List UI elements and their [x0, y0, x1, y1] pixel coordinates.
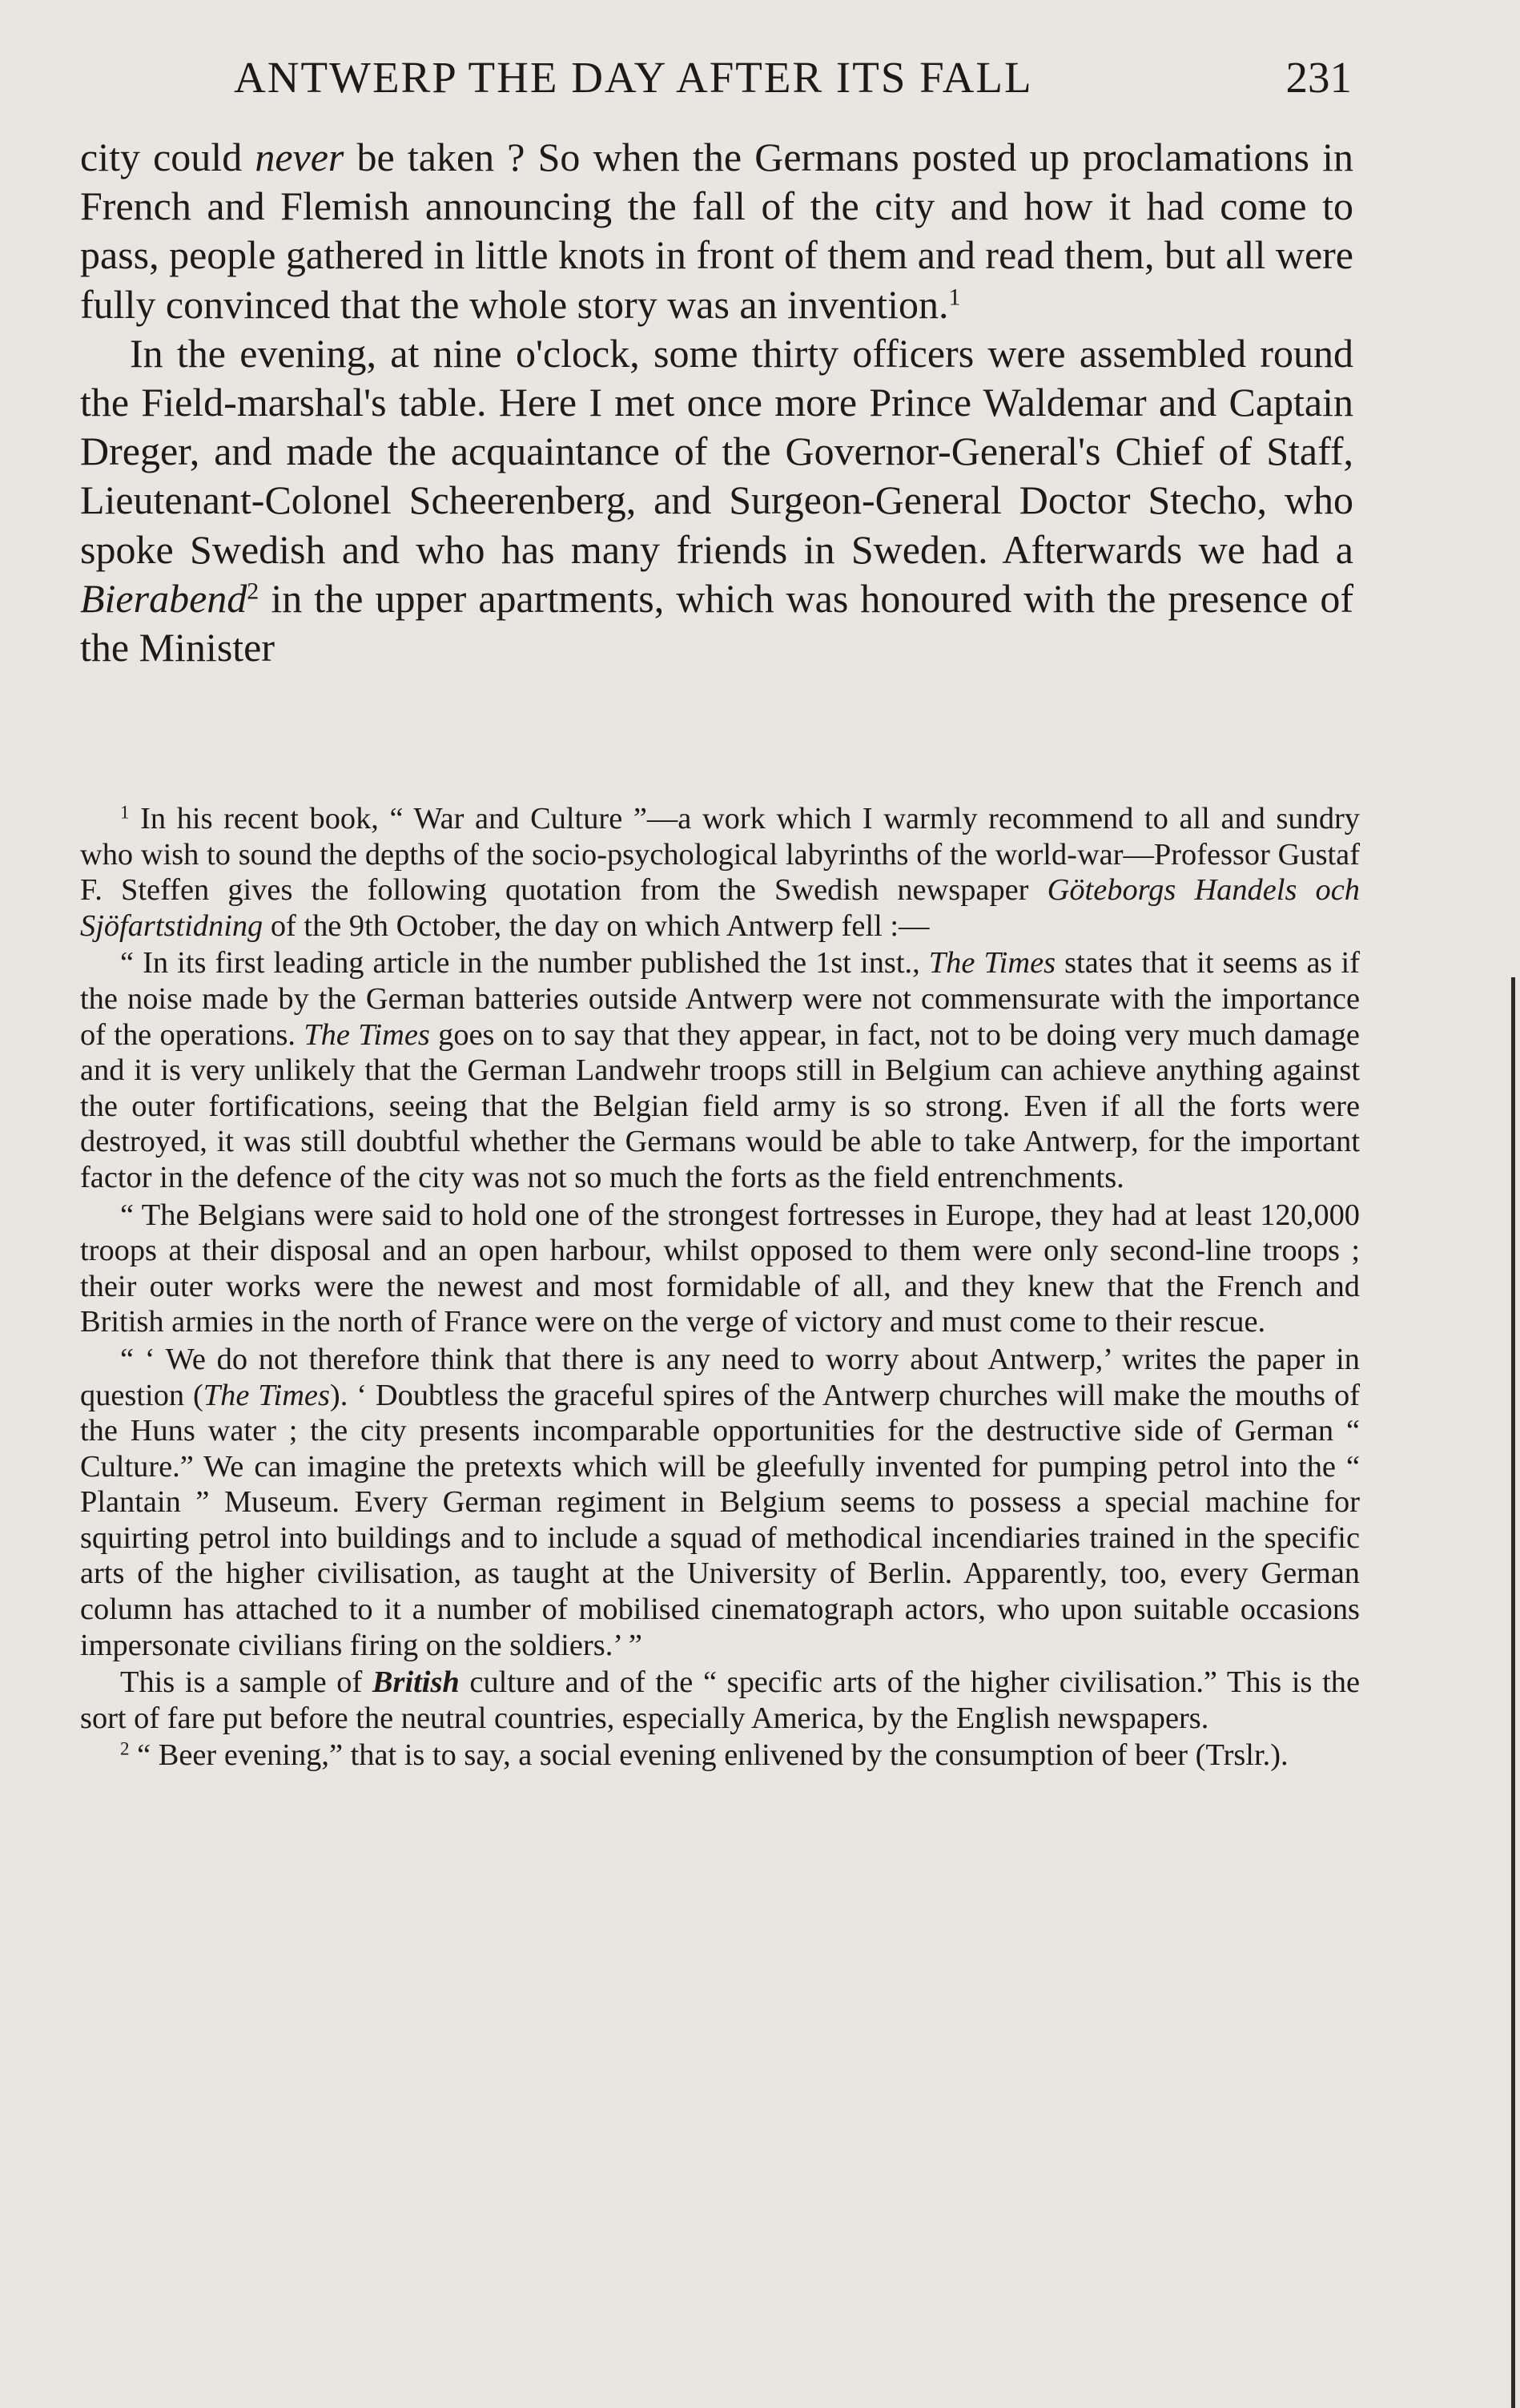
text-run: in the upper apartments, which was honoured with the presence of the Minister: [80, 575, 1353, 670]
text-run: In his recent book, “ War and Culture ”—a work which I warmly recommend to all and sundry who wish to sound the depths of the socio-psychological labyrinths of the world-war—Professor Gustaf F. Steffen gives the following quotation from the Swedish newspaper: [80, 802, 1360, 908]
footnote-ref-2[interactable]: 2: [247, 578, 259, 605]
footnotes: [80, 801, 1360, 1774]
footnote-1-quote-2: “ The Belgians were said to hold one of the strongest fortresses in Europe, they had at least 120,000 troops at their disposal and an open harbour, whilst opposed to them were only second-line troops ; their outer works were the newest and most formidable of all, and they knew that the French and British armies in the north of France were on the verge of victory and must come to their rescue.: [80, 1198, 1360, 1339]
text-run: of the 9th October, the day on which Antwerp fell :—: [263, 908, 930, 943]
footnote-ref-1[interactable]: 1: [948, 284, 961, 311]
text-run: This is a sample of: [120, 1665, 372, 1700]
emphasis: never: [255, 135, 344, 179]
text-run: states that it seems as if the noise made by the German batteries outside Antwerp were not commensurate with the importance of the operations.: [80, 946, 1360, 1052]
footnote-1: [80, 801, 1360, 944]
page-number: 231: [1285, 53, 1352, 102]
footnote-1-quote-3: [80, 1342, 1360, 1663]
text-run: In the evening, at nine o'clock, some thirty officers were assembled round the Field-marshal's table. Here I met once more Prince Waldemar and Captain Dreger, and made the acquaintance of the Governor-General's Chief of Staff, Lieutenant-Colonel Scheerenberg, and Surgeon-General Doctor Stecho, who spoke Swedish and who has many friends in Sweden. Afterwards we had a: [80, 330, 1353, 572]
emphasis: British: [372, 1665, 460, 1700]
footnote-mark-1: 1: [120, 801, 130, 823]
text-run: “ ‘ We do not therefore think that there is any need to worry about Antwerp,’ writes the paper in question (: [80, 1342, 1360, 1412]
text-run: culture and of the “ specific arts of the higher civilisation.” This is the sort of fare put before the neutral countries, especially America, by the English newspapers.: [80, 1665, 1360, 1735]
footnote-mark-2: 2: [120, 1738, 130, 1759]
text-run: city could: [80, 135, 255, 179]
text-run: “ Beer evening,” that is to say, a social evening enlivened by the consumption of beer (Trslr.).: [129, 1738, 1289, 1773]
emphasis: The Times: [304, 1017, 430, 1052]
text-run: goes on to say that they appear, in fact, not to be doing very much damage and it is very unlikely that the German Landwehr troops still in Belgium can achieve anything against the outer fortifications, seeing that the Belgian field army is so strong. Even if all the forts were destroyed, it was still doubtful whether the Germans would be able to take Antwerp, for the important factor in the defence of the city was not so much the forts as the field entrenchments.: [80, 1017, 1360, 1194]
emphasis: Göteborgs Handels och Sjöfartstidning: [80, 873, 1360, 943]
footnote-2: [80, 1738, 1360, 1774]
page-edge: [1511, 977, 1515, 2408]
running-head: [80, 50, 1352, 106]
emphasis: The Times: [203, 1378, 330, 1412]
footnote-1-quote-1: [80, 945, 1360, 1195]
text-run: be taken ? So when the Germans posted up proclamations in French and Flemish announcing the fall of the city and how it had come to pass, people gathered in little knots in front of them and read them, but all were fully convinced that the whole story was an invention.: [80, 135, 1353, 327]
emphasis: Bierabend: [80, 575, 247, 621]
running-title: ANTWERP THE DAY AFTER ITS FALL: [234, 53, 1033, 102]
paragraph-2: [80, 329, 1353, 672]
text-run: “ In its first leading article in the number published the 1st inst.,: [120, 946, 929, 981]
body-text: [80, 133, 1353, 672]
paragraph-1: [80, 133, 1353, 329]
footnote-1-comment: [80, 1665, 1360, 1736]
text-run: ). ‘ Doubtless the graceful spires of the Antwerp churches will make the mouths of the Huns water ; the city presents incomparable opportunities for the destructive side of German “ Culture.” We can imagine the pretexts which will be gleefully invented for pumping petrol into the “ Plantain ” Museum. Every German regiment in Belgium seems to possess a special machine for squirting petrol into buildings and to include a squad of methodical incendiaries trained in the specific arts of the higher civilisation, as taught at the University of Berlin. Apparently, too, every German column has attached to it a number of mobilised cinematograph actors, who upon suitable occasions impersonate civilians firing on the soldiers.’ ”: [80, 1378, 1360, 1662]
emphasis: The Times: [928, 946, 1056, 981]
